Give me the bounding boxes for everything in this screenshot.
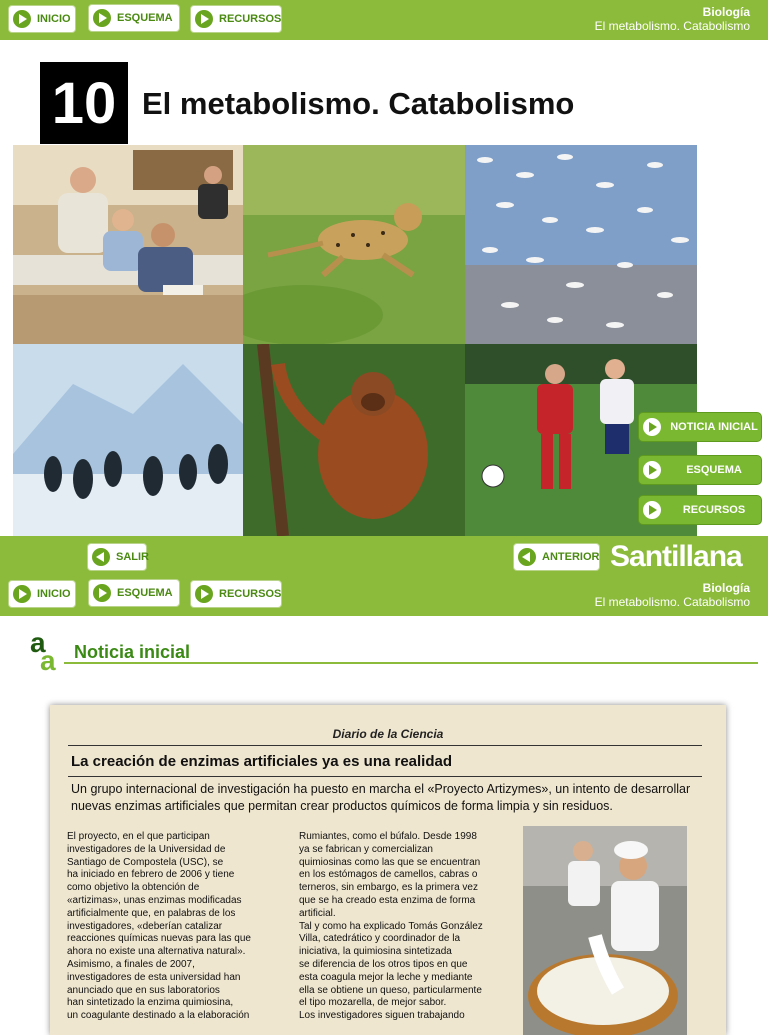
- cheese-making-photo: [523, 826, 687, 1035]
- back-arrow-icon: [92, 548, 110, 566]
- inicio-button[interactable]: [8, 5, 76, 33]
- divider: [68, 776, 702, 777]
- subject-label: Biología: [702, 5, 750, 19]
- play-icon: [195, 10, 213, 28]
- santillana-logo: Santillana: [610, 540, 742, 573]
- topic-label: El metabolismo. Catabolismo: [594, 19, 750, 33]
- inicio-label: INICIO: [37, 13, 71, 25]
- topic-label-2: El metabolismo. Catabolismo: [594, 595, 750, 609]
- play-icon: [195, 585, 213, 603]
- play-icon: [643, 501, 661, 519]
- recursos-label: RECURSOS: [219, 13, 282, 25]
- subject-label-2: Biología: [702, 581, 750, 595]
- newspaper-name: Diario de la Ciencia: [332, 727, 444, 741]
- top-nav-bar: [0, 0, 768, 40]
- orangutan-photo: [243, 344, 465, 536]
- play-icon: [93, 9, 111, 27]
- aa-section-icon: [28, 628, 68, 672]
- svg-text:a: a: [30, 628, 46, 658]
- article-column-1: El proyecto, en el que participan investigadores de la Universidad de Santiago de Compostela (USC), se ha iniciado en febrero de 2006 y tiene como objetivo la obtención de «artizimas», unas enzimas modificadas artificialmente que, en palabras de los investigadores, «deberían catalizar reacciones químicas nuevas para las que ahora no existe una alternativa natural». Asimismo, a finales de 2007, investigadores de esta universidad han anunciado que en sus laboratorios han sintetizado la enzima quimiosina, un coagulante destinado a la elaboración: [67, 831, 251, 1022]
- side-esquema-label: ESQUEMA: [686, 464, 742, 476]
- article-column-2: Rumiantes, como el búfalo. Desde 1998 ya se fabrican y comercializan quimiosinas como las que se encuentran en los estómagos de camellos, cabras o terneros, sin embargo, es la primera vez que se ha creado esta enzima de forma artificial. Tal y como ha explicado Tomás González Villa, catedrático y coordinador de la iniciativa, la quimiosina sintetizada se diferencia de los otros tipos en que esta coagula mejor la leche y mediante ella se obtiene un queso, particularmente el tipo mozarella, de mejor sabor. Los investigadores siguen trabajando: [299, 831, 483, 1022]
- section-title: Noticia inicial: [74, 642, 191, 662]
- cheetah-photo: [243, 145, 465, 344]
- side-recursos-button[interactable]: [638, 495, 762, 525]
- back-arrow-icon: [518, 548, 536, 566]
- salir-label: SALIR: [116, 551, 149, 563]
- geese-flock-photo: [465, 145, 697, 344]
- article-headline: La creación de enzimas artificiales ya es una realidad: [71, 753, 453, 770]
- article-lead: Un grupo internacional de investigación ha puesto en marcha el «Proyecto Artizymes», un intento de desarrollar nuevas enzimas artificiales que permitan crear productos químicos de forma limpia y sin residuos.: [71, 782, 691, 813]
- play-icon: [13, 10, 31, 28]
- header-subject-block-2: [595, 581, 750, 609]
- esquema-label: ESQUEMA: [117, 12, 173, 24]
- esquema-label-2: ESQUEMA: [117, 587, 173, 599]
- play-icon: [643, 461, 661, 479]
- header-subject-block: [595, 5, 750, 33]
- side-esquema-button[interactable]: [638, 455, 762, 485]
- classroom-photo: [13, 145, 243, 344]
- inicio-label-2: INICIO: [37, 588, 71, 600]
- chapter-title: El metabolismo. Catabolismo: [142, 86, 575, 121]
- play-icon: [643, 418, 661, 436]
- noticia-inicial-button[interactable]: [638, 412, 762, 442]
- svg-text:a: a: [40, 645, 56, 672]
- inicio-button-2[interactable]: [8, 580, 76, 608]
- esquema-button-2[interactable]: [88, 579, 180, 607]
- play-icon: [13, 585, 31, 603]
- newspaper-clipping: [50, 705, 726, 1035]
- noticia-inicial-label: NOTICIA INICIAL: [670, 421, 758, 433]
- recursos-label-2: RECURSOS: [219, 588, 282, 600]
- esquema-button[interactable]: [88, 4, 180, 32]
- recursos-button[interactable]: [190, 5, 282, 33]
- anterior-button[interactable]: [513, 543, 600, 571]
- penguins-photo: [13, 344, 243, 536]
- section-divider: [64, 662, 758, 664]
- anterior-label: ANTERIOR: [542, 551, 600, 563]
- recursos-button-2[interactable]: [190, 580, 282, 608]
- chapter-number: 10: [40, 62, 128, 144]
- play-icon: [93, 584, 111, 602]
- divider: [68, 745, 702, 746]
- salir-button[interactable]: [87, 543, 147, 571]
- side-recursos-label: RECURSOS: [682, 504, 746, 516]
